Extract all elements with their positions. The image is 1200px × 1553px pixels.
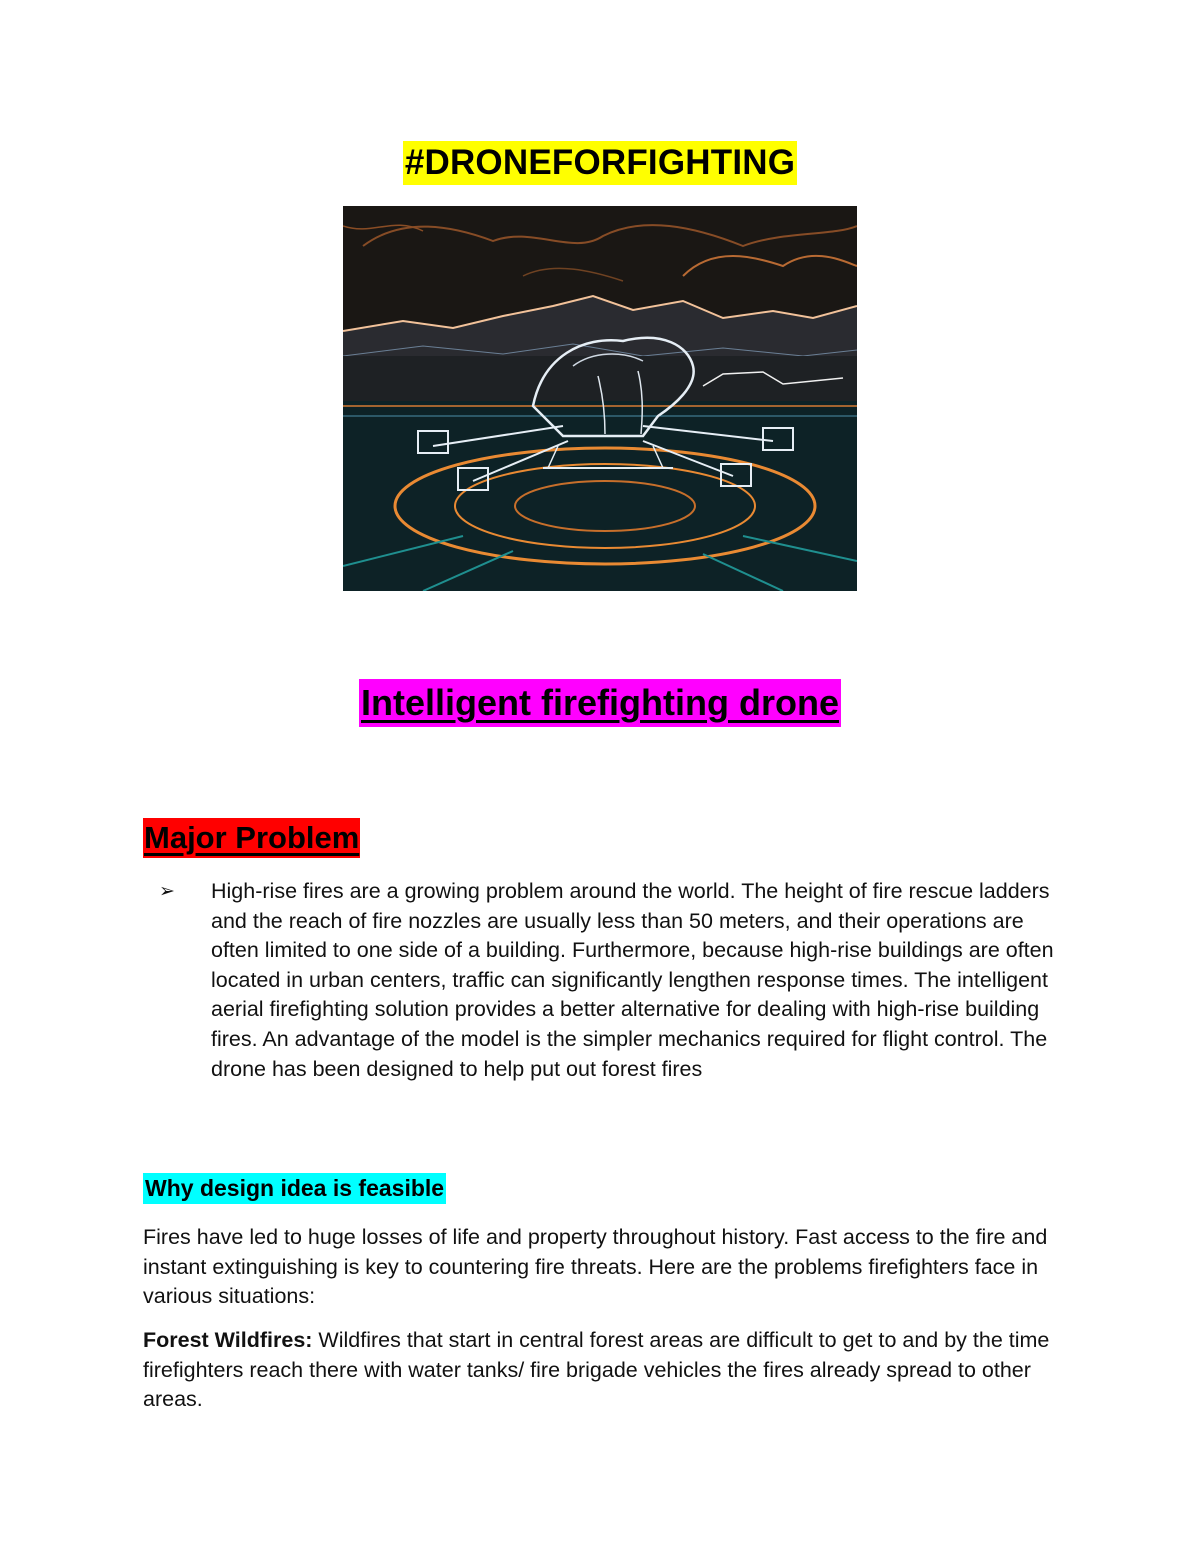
wildfire-label: Forest Wildfires:: [143, 1328, 313, 1352]
arrowhead-bullet-icon: ➢: [159, 881, 175, 902]
intro-paragraph: Fires have led to huge losses of life and property throughout history. Fast access to the fire and instant extinguishing is key to countering fire threats. Here are the problems firefighters face in various situations:: [143, 1225, 1048, 1309]
drone-illustration: [343, 206, 857, 591]
document-title-text: #DRONEFORFIGHTING: [403, 141, 797, 185]
wildfire-paragraph: [143, 1326, 1063, 1415]
major-problem-heading-text: Major Problem: [143, 818, 360, 858]
document-title: [0, 141, 1200, 185]
problem-text: High-rise fires are a growing problem around the world. The height of fire rescue ladders and the reach of fire nozzles are usually less than 50 meters, and their operations are often limited to one side of a building. Furthermore, because high-rise buildings are often located in urban centers, traffic can significantly lengthen response times. The intelligent aerial firefighting solution provides a better alternative for dealing with high-rise building fires. An advantage of the model is the simpler mechanics required for flight control. The drone has been designed to help put out forest fires: [211, 879, 1054, 1081]
problem-list: [159, 877, 1069, 1084]
list-item: [159, 877, 1069, 1084]
drone-image: [343, 206, 857, 591]
wildfire-text: Wildfires that start in central forest areas are difficult to get to and by the time firefighters reach there with water tanks/ fire brigade vehicles the fires already spread to other areas.: [143, 1328, 1050, 1412]
main-heading: [0, 679, 1200, 727]
feasible-heading: [143, 1173, 446, 1204]
major-problem-heading: [143, 818, 360, 858]
main-heading-text: Intelligent firefighting drone: [359, 679, 841, 727]
feasible-heading-text: Why design idea is feasible: [143, 1173, 446, 1204]
